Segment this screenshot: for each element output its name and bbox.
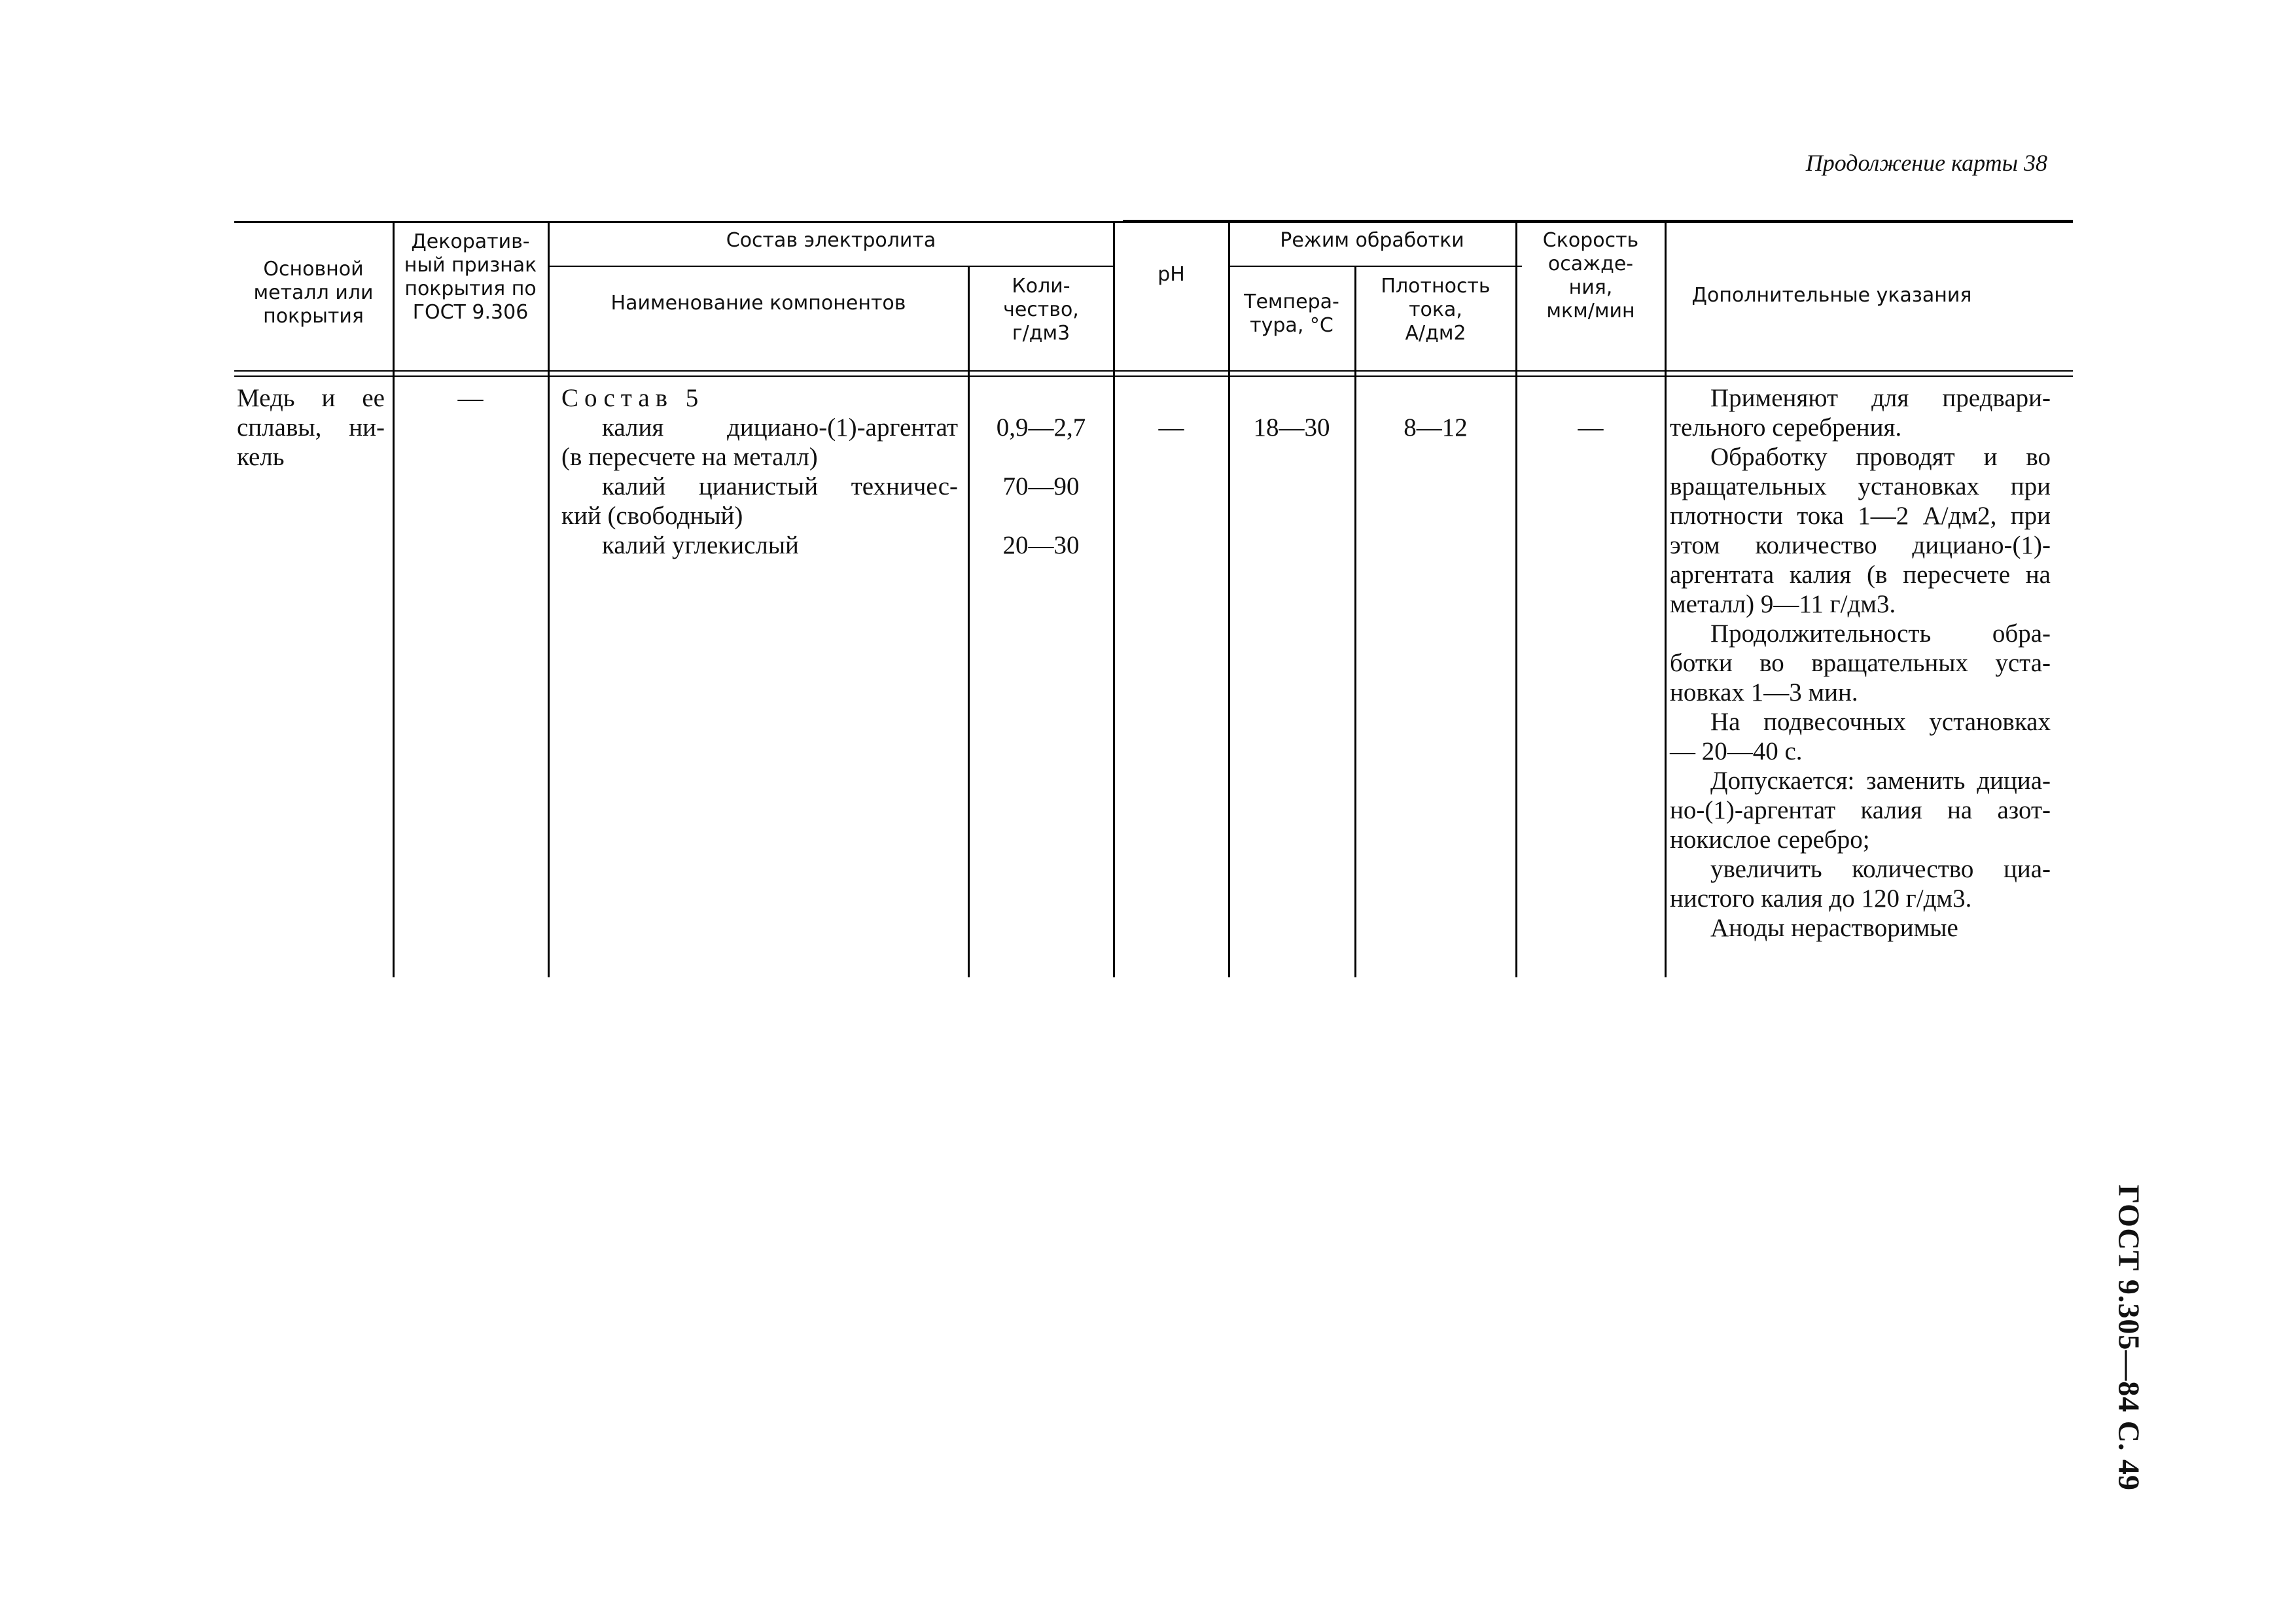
composition-title: Состав 5 xyxy=(561,384,705,412)
cell-temperature: 18—30 xyxy=(1253,413,1330,442)
header-quantity: Коли- чество, г/дм3 xyxy=(1003,275,1079,345)
header-notes: Дополнительные указания xyxy=(1691,284,1972,307)
header-current-density: Плотность тока, А/дм2 xyxy=(1381,275,1491,345)
cell-current-density: 8—12 xyxy=(1404,413,1468,442)
running-head: Продолжение карты 38 xyxy=(1805,150,2047,176)
header-component-name: Наименование компонентов xyxy=(610,292,906,315)
side-label xyxy=(2106,1184,2153,1492)
cell-ph: — xyxy=(1158,413,1184,442)
header-decorative: Декоратив- ный признак покрытия по ГОСТ 9.306 xyxy=(404,230,537,324)
header-temperature: Темпера- тура, °С xyxy=(1244,290,1339,337)
cell-components: Состав 5 калия дициано-(1)-аргентат (в пересчете на металл) калий цианистый техничес- кий (свободный) калий углекислый xyxy=(561,384,958,559)
cell-speed: — xyxy=(1578,413,1604,442)
cell-notes: Применяют для предвари- тельного серебрения. Обработку проводят и во вращательных установках при плотности тока 1—2 А/дм2, при этом количество дициано-(1)- аргентата калия (в пересчете на металл) 9—11 г/дм3. Продолжительность обра- ботки во вращательных уста- новках 1—3 мин. На подвесочных установках — 20—40 с. Допускается: заменить дициа- но-(1)-аргентат калия на азот- нокислое серебро; увеличить количество циа- нистого калия до 120 г/дм3. Аноды нерастворимые xyxy=(1670,384,2051,942)
header-ph: pH xyxy=(1157,263,1185,286)
header-electrolyte: Состав электролита xyxy=(726,229,936,252)
header-speed: Скорость осажде- ния, мкм/мин xyxy=(1542,229,1639,323)
side-label-text: ГОСТ 9.305—84 С. 49 xyxy=(2112,1184,2146,1492)
header-base-metal: Основной металл или покрытия xyxy=(253,258,374,328)
cell-base-metal: Медь и ее сплавы, ни- кель xyxy=(237,384,385,471)
cell-quantities: 0,9—2,7 70—90 20—30 xyxy=(996,413,1086,559)
header-mode: Режим обработки xyxy=(1280,229,1464,252)
cell-decorative: — xyxy=(457,384,484,412)
